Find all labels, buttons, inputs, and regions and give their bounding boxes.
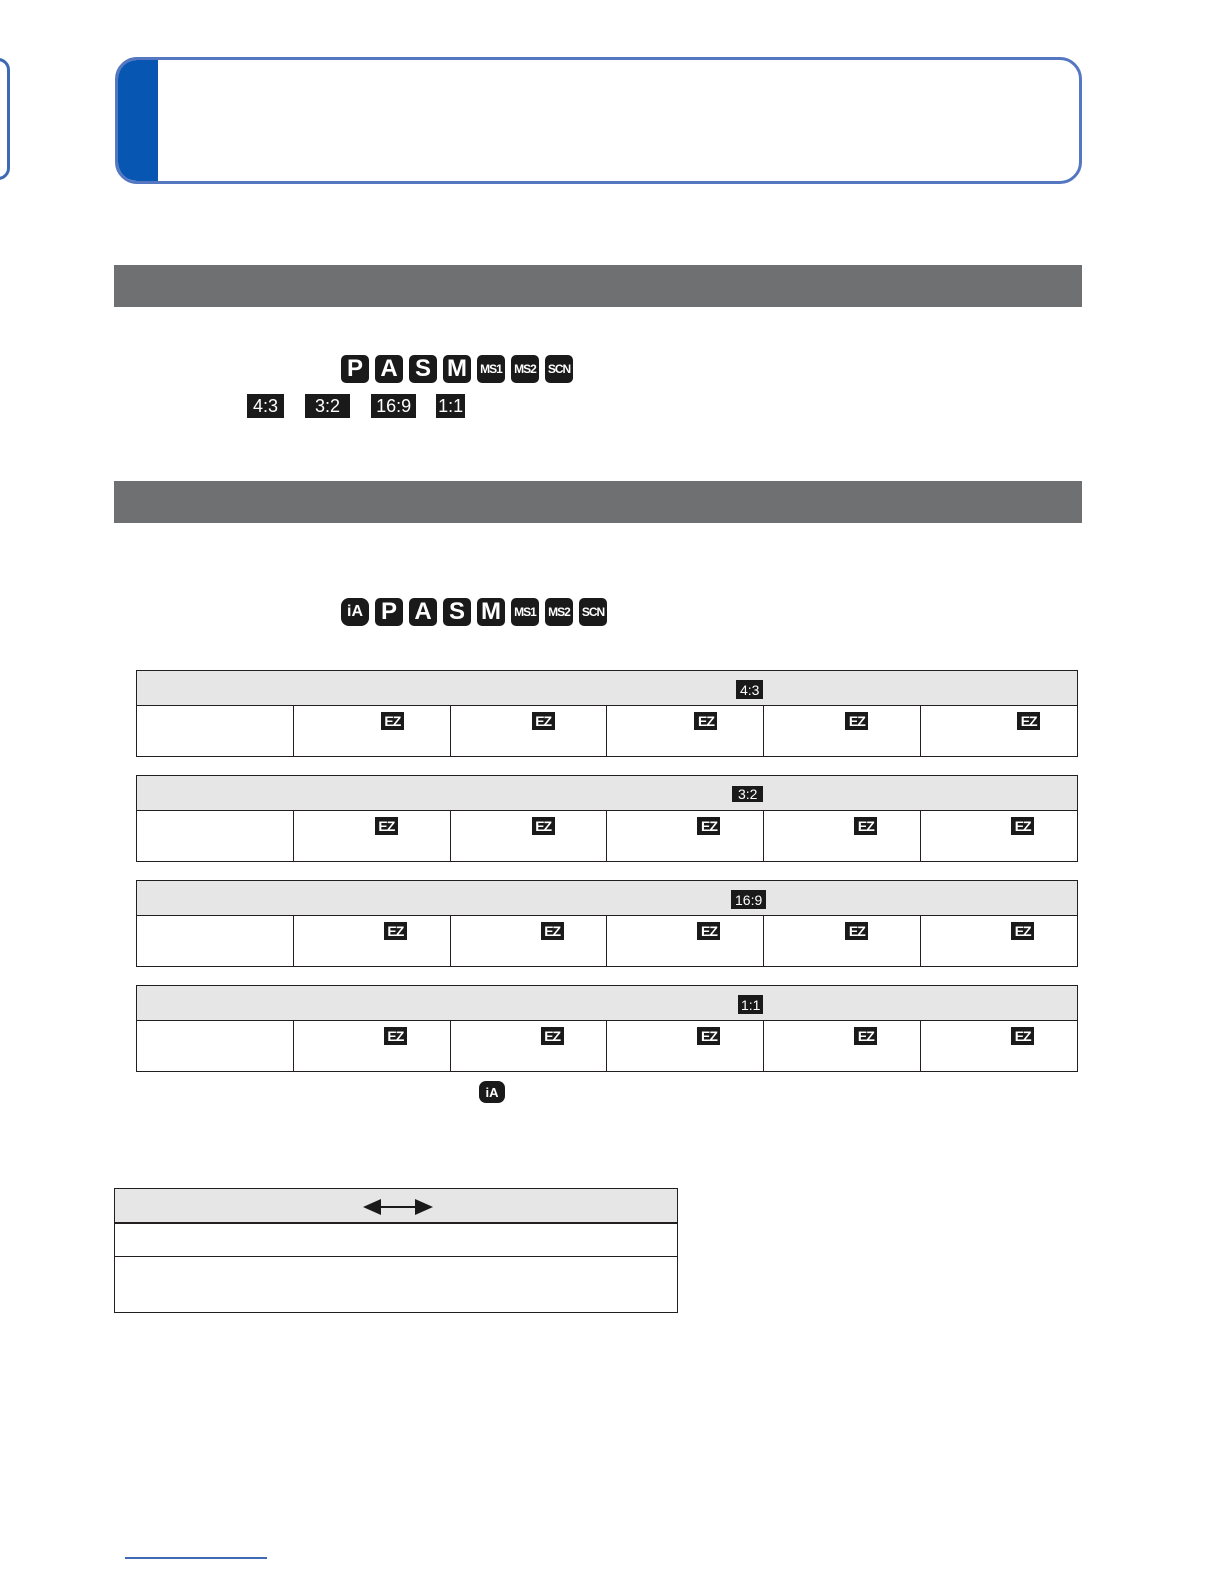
mode-p-icon: P <box>375 598 403 626</box>
table-cell <box>763 916 920 966</box>
ez-icon: EZ <box>697 817 720 835</box>
ez-icon: EZ <box>694 712 717 730</box>
table-cell <box>450 811 607 861</box>
table-cell <box>450 916 607 966</box>
aspect-16-9-icon: 16:9 <box>371 394 416 418</box>
aspect-3-2-icon: 3:2 <box>732 786 763 802</box>
aspect-1-1-icon: 1:1 <box>738 995 763 1014</box>
ez-icon: EZ <box>381 712 404 730</box>
table-cell <box>920 916 1077 966</box>
ez-icon: EZ <box>1011 1027 1034 1045</box>
ez-icon: EZ <box>845 712 868 730</box>
table-row <box>137 706 1077 756</box>
mode-ms1-icon: MS1 <box>511 598 539 626</box>
zoom-table-1-1 <box>136 985 1078 1072</box>
mode-icons-row-2 <box>341 598 613 626</box>
ez-icon: EZ <box>384 922 407 940</box>
table-cell <box>450 1021 607 1071</box>
title-accent-bar <box>118 60 158 181</box>
section-header-2 <box>114 481 1082 523</box>
table-cell <box>763 706 920 756</box>
mode-icons-row-1 <box>341 355 579 383</box>
ez-icon: EZ <box>697 922 720 940</box>
side-tab <box>0 58 10 180</box>
table-cell <box>293 706 450 756</box>
table-row <box>137 916 1077 966</box>
mode-ms1-icon: MS1 <box>477 355 505 383</box>
table-header <box>137 986 1077 1021</box>
table-cell <box>606 916 763 966</box>
ez-icon: EZ <box>541 922 564 940</box>
ez-icon: EZ <box>541 1027 564 1045</box>
ez-icon: EZ <box>854 817 877 835</box>
ez-icon: EZ <box>1017 712 1040 730</box>
ez-icon: EZ <box>532 817 555 835</box>
table-row <box>115 1257 677 1312</box>
table-row <box>137 811 1077 861</box>
aspect-3-2-icon: 3:2 <box>305 394 350 418</box>
table-header <box>137 671 1077 706</box>
table-cell <box>920 706 1077 756</box>
table-header <box>137 881 1077 916</box>
table-cell <box>293 1021 450 1071</box>
ez-icon: EZ <box>384 1027 407 1045</box>
zoom-range-table <box>114 1188 678 1313</box>
table-cell <box>606 811 763 861</box>
aspect-icons-row <box>247 394 465 418</box>
table-cell <box>920 811 1077 861</box>
double-arrow-icon <box>363 1199 433 1215</box>
ez-icon: EZ <box>697 1027 720 1045</box>
title-box <box>115 57 1082 184</box>
mode-a-icon: A <box>375 355 403 383</box>
zoom-table-3-2 <box>136 775 1078 862</box>
table-header <box>115 1189 677 1224</box>
table-cell <box>137 811 293 861</box>
table-cell <box>293 811 450 861</box>
mode-m-icon: M <box>477 598 505 626</box>
ez-icon: EZ <box>532 712 555 730</box>
table-cell <box>763 1021 920 1071</box>
mode-p-icon: P <box>341 355 369 383</box>
aspect-16-9-icon: 16:9 <box>731 890 766 909</box>
table-cell <box>763 811 920 861</box>
mode-ia-icon: iA <box>341 598 369 626</box>
ia-mode-icon: iA <box>479 1081 505 1103</box>
table-row <box>137 1021 1077 1071</box>
table-cell <box>293 916 450 966</box>
table-header <box>137 776 1077 811</box>
table-cell <box>920 1021 1077 1071</box>
table-cell <box>137 706 293 756</box>
mode-m-icon: M <box>443 355 471 383</box>
mode-scn-icon: SCN <box>579 598 607 626</box>
section-header-1 <box>114 265 1082 307</box>
zoom-table-4-3 <box>136 670 1078 757</box>
footer-link-underline <box>125 1557 267 1559</box>
table-row <box>115 1224 677 1257</box>
table-cell <box>606 706 763 756</box>
table-cell <box>137 1021 293 1071</box>
zoom-table-16-9 <box>136 880 1078 967</box>
aspect-1-1-icon: 1:1 <box>438 396 464 416</box>
ez-icon: EZ <box>375 817 398 835</box>
mode-ms2-icon: MS2 <box>511 355 539 383</box>
mode-s-icon: S <box>443 598 471 626</box>
ez-icon: EZ <box>845 922 868 940</box>
table-cell <box>606 1021 763 1071</box>
aspect-4-3-icon: 4:3 <box>736 680 763 699</box>
table-cell <box>450 706 607 756</box>
mode-scn-icon: SCN <box>545 355 573 383</box>
mode-ms2-icon: MS2 <box>545 598 573 626</box>
mode-a-icon: A <box>409 598 437 626</box>
aspect-4-3-icon: 4:3 <box>247 394 284 418</box>
table-cell <box>137 916 293 966</box>
mode-s-icon: S <box>409 355 437 383</box>
ez-icon: EZ <box>854 1027 877 1045</box>
ez-icon: EZ <box>1011 922 1034 940</box>
ez-icon: EZ <box>1011 817 1034 835</box>
